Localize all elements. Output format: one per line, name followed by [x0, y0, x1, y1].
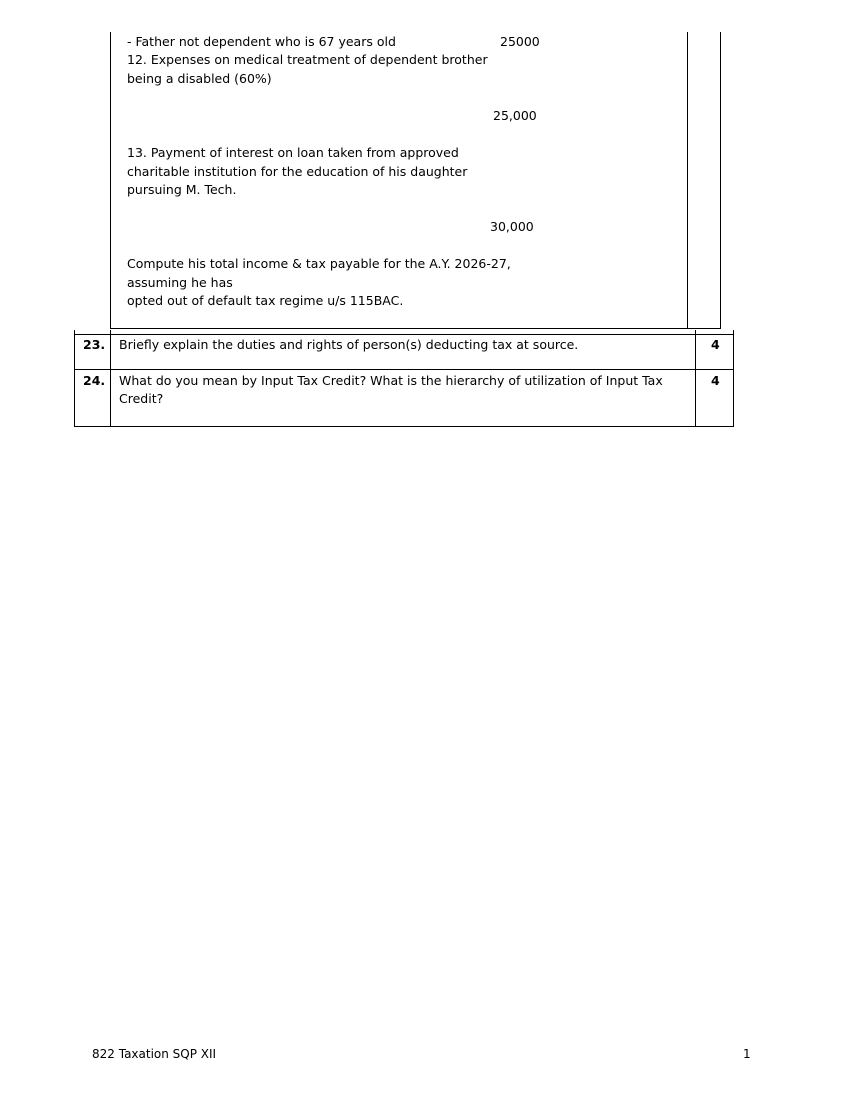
table-left-border	[74, 330, 75, 427]
item-father-line: - Father not dependent who is 67 years old	[127, 34, 396, 49]
box-left-border	[110, 32, 111, 329]
box-bottom-border	[110, 328, 721, 329]
table-bottom-border	[74, 426, 734, 427]
item-13-line-cont: charitable institution for the education of his daughter	[127, 164, 468, 179]
box-right-inner-border	[687, 32, 688, 329]
table-right-border	[733, 330, 734, 427]
item-12-line: 12. Expenses on medical treatment of dependent brother	[127, 52, 488, 67]
compute-instruction-cont: assuming he has	[127, 275, 233, 290]
question-24-text-cont: Credit?	[119, 391, 164, 406]
item-13-line-cont2: pursuing M. Tech.	[127, 182, 237, 197]
question-24-marks: 4	[711, 373, 720, 388]
compute-instruction-cont2: opted out of default tax regime u/s 115BAC.	[127, 293, 404, 308]
footer-page-number: 1	[743, 1047, 751, 1061]
table-marks-divider	[695, 330, 696, 427]
item-12-line-cont: being a disabled (60%)	[127, 71, 272, 86]
table-top-border	[74, 334, 734, 335]
item-13-line: 13. Payment of interest on loan taken from approved	[127, 145, 459, 160]
question-23-text: Briefly explain the duties and rights of person(s) deducting tax at source.	[119, 337, 579, 352]
amount-12: 25,000	[493, 108, 537, 123]
footer-document-title: 822 Taxation SQP XII	[92, 1047, 217, 1061]
box-right-outer-border	[720, 32, 721, 329]
question-23-number: 23.	[83, 337, 106, 352]
question-24-text: What do you mean by Input Tax Credit? What is the hierarchy of utilization of Input Tax	[119, 373, 663, 388]
question-24-number: 24.	[83, 373, 106, 388]
amount-13: 30,000	[490, 219, 534, 234]
table-number-divider	[110, 330, 111, 427]
table-row-divider	[74, 369, 734, 370]
amount-father: 25000	[500, 34, 540, 49]
compute-instruction: Compute his total income & tax payable for the A.Y. 2026-27,	[127, 256, 511, 271]
question-23-marks: 4	[711, 337, 720, 352]
